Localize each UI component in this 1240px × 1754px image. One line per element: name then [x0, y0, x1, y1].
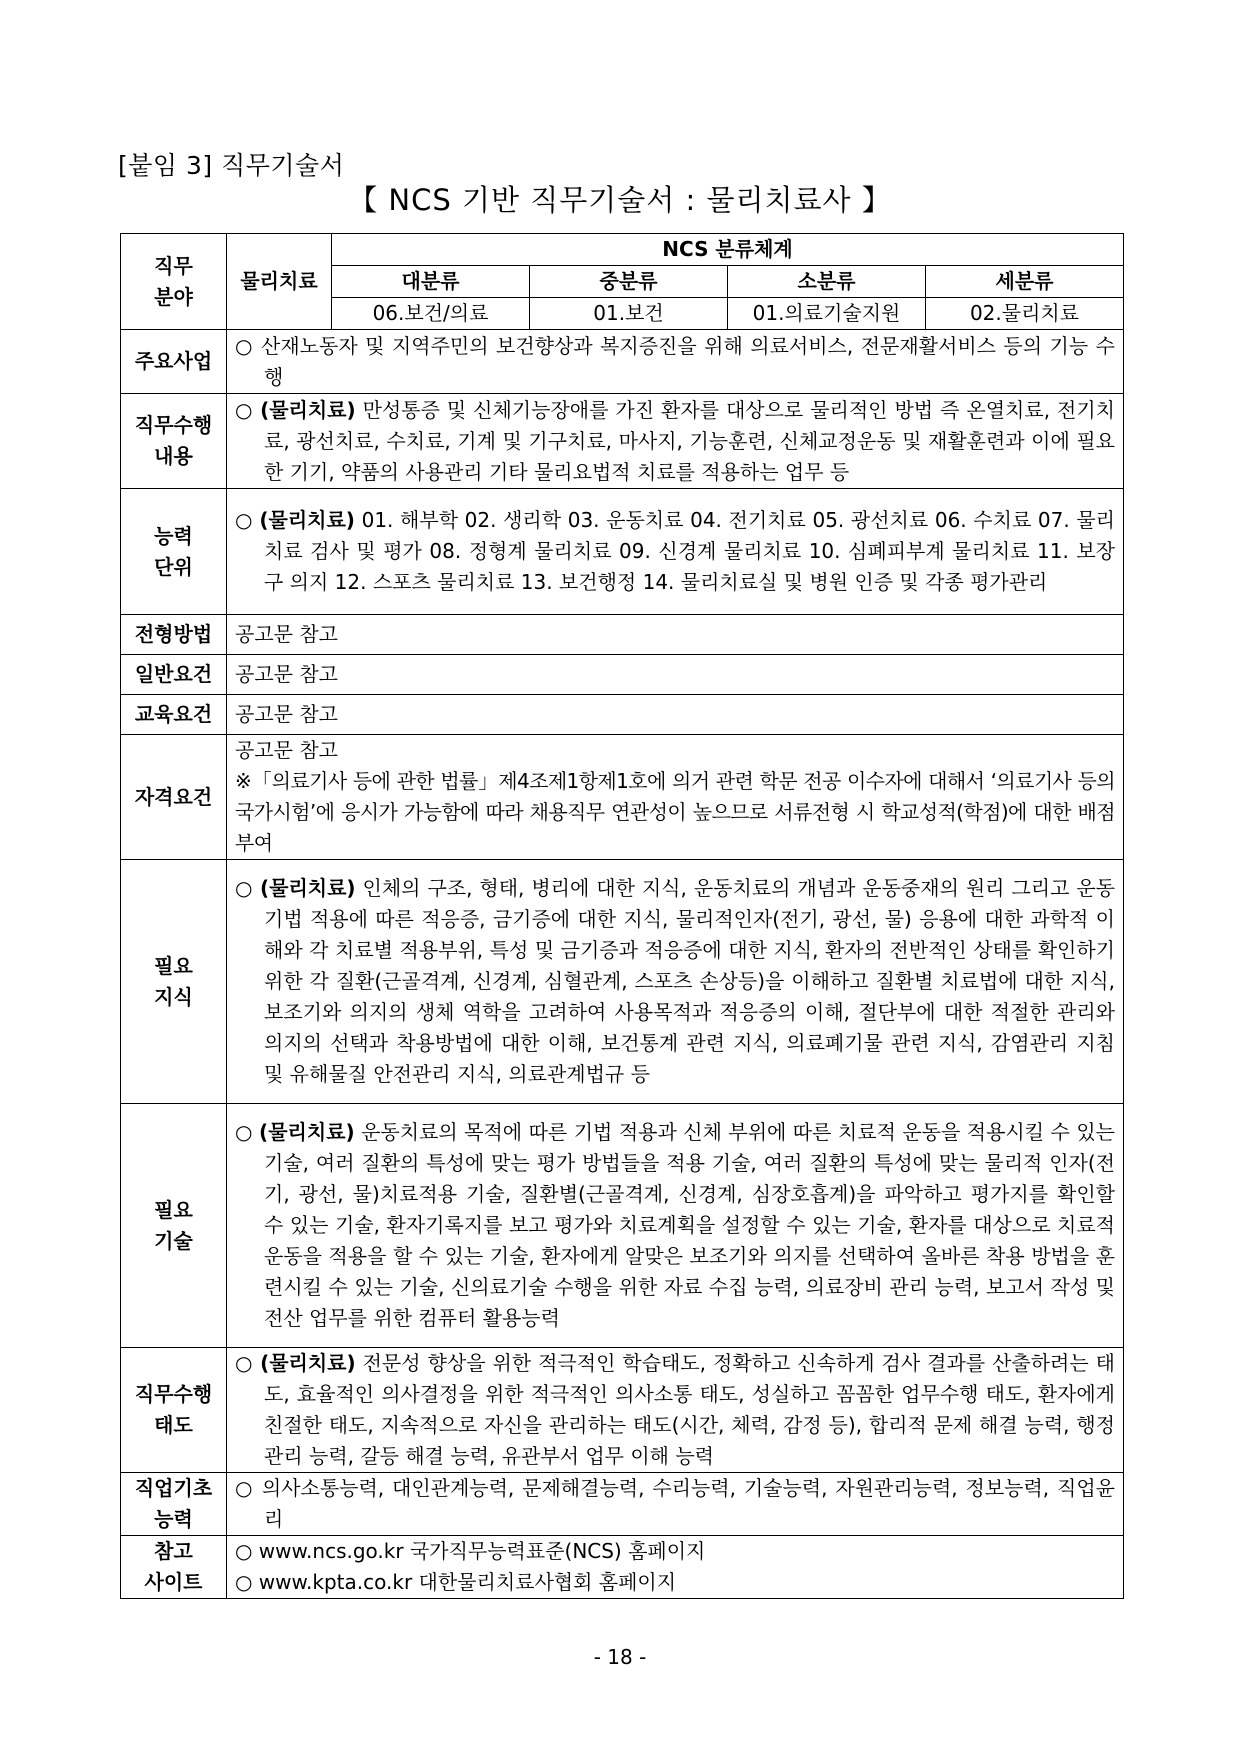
education-req-label: 교육요건 [121, 695, 227, 735]
page-number: - 18 - [593, 1645, 647, 1669]
row-main-business [121, 330, 1124, 394]
row-education-requirements [121, 695, 1124, 735]
general-req-label: 일반요건 [121, 655, 227, 695]
duty-field-value: 물리치료 [227, 234, 332, 330]
row-attitude [121, 1348, 1124, 1473]
qualification-note: ※「의료기사 등에 관한 법률」제4조제1항제1호에 의거 관련 학문 전공 이수자에 대해서 ‘의료기사 등의 국가시험’에 응시가 가능함에 따라 채용직무 연관성이 높으므로 서류전형 시 학교성적(학점)에 대한 배점 부여 [235, 769, 1115, 855]
main-business-label: 주요사업 [121, 330, 227, 394]
duty-content-label: 직무수행 내용 [121, 394, 227, 489]
value-middle: 01.보건 [530, 298, 728, 330]
qualification-line1: 공고문 참고 [235, 738, 338, 762]
row-required-skills [121, 1104, 1124, 1348]
row-reference-sites [121, 1536, 1124, 1599]
row-duty-content [121, 394, 1124, 489]
skills-text: ○ (물리치료) 운동치료의 목적에 따른 기법 적용과 신체 부위에 따른 치료적 운동을 적용시킬 수 있는 기술, 여러 질환의 특성에 맞는 평가 방법들을 적용 기술, 여러 질환의 특성에 맞는 물리적 인자(전기, 광선, 물)치료적용 기술, 질환별(근골격계, 신경계, 심장호흡계)을 파악하고 평가지를 확인할 수 있는 기술, 환자기록지를 보고 평가와 치료계획을 설정할 수 있는 기술, 환자를 대상으로 치료적 운동을 적용을 할 수 있는 기술, 환자에게 알맞은 보조기와 의지를 선택하여 올바른 착용 방법을 훈련시킬 수 있는 기술, 신의료기술 수행을 위한 자료 수집 능력, 의료장비 관리 능력, 보고서 작성 및 전산 업무를 위한 컴퓨터 활용능력 [235, 1120, 1115, 1330]
col-major: 대분류 [332, 266, 530, 298]
skills-label: 필요 기술 [121, 1104, 227, 1348]
knowledge-text: ○ (물리치료) 인체의 구조, 형태, 병리에 대한 지식, 운동치료의 개념과 운동중재의 원리 그리고 운동기법 적용에 따른 적응증, 금기증에 대한 지식, 물리적인자(전기, 광선, 물) 응용에 대한 과학적 이해와 각 치료별 적용부위, 특성 및 금기증과 적응증에 대한 지식, 환자의 전반적인 상태를 확인하기 위한 각 질환(근골격계, 신경계, 심혈관계, 스포츠 손상등)을 이해하고 질환별 치료법에 대한 지식, 보조기와 의지의 생체 역학을 고려하여 사용목적과 적응증의 이해, 절단부에 대한 적절한 관리와 의지의 선택과 착용방법에 대한 이해, 보건통계 관련 지식, 의료폐기물 관련 지식, 감염관리 지침 및 유해물질 안전관리 지식, 의료관계법규 등 [235, 876, 1115, 1086]
reference-label: 참고 사이트 [121, 1536, 227, 1599]
attitude-label: 직무수행 태도 [121, 1348, 227, 1473]
document-title: 【 NCS 기반 직무기술서 : 물리치료사 】 [348, 183, 892, 217]
basic-ability-label: 직업기초 능력 [121, 1473, 227, 1536]
attitude-text: ○ (물리치료) 전문성 향상을 위한 적극적인 학습태도, 정확하고 신속하게 검사 결과를 산출하려는 태도, 효율적인 의사결정을 위한 적극적인 의사소통 태도, 성실하고 꼼꼼한 업무수행 태도, 환자에게 친절한 태도, 지속적으로 자신을 관리하는 태도(시간, 체력, 감정 등), 합리적 문제 해결 능력, 행정관리 능력, 갈등 해결 능력, 유관부서 업무 이해 능력 [235, 1351, 1115, 1468]
qualification-label: 자격요건 [121, 735, 227, 860]
reference-site-ncs: ○ www.ncs.go.kr 국가직무능력표준(NCS) 홈페이지 [235, 1539, 706, 1563]
duty-field-label: 직무 분야 [121, 234, 227, 330]
knowledge-label: 필요 지식 [121, 860, 227, 1104]
duty-content-text: ○ (물리치료) 만성통증 및 신체기능장애를 가진 환자를 대상으로 물리적인 방법 즉 온열치료, 전기치료, 광선치료, 수치료, 기계 및 기구치료, 마사지, 기능훈련, 신체교정운동 및 재활훈련과 이에 필요한 기기, 약품의 사용관리 기타 물리요법적 치료를 적용하는 업무 등 [235, 397, 1115, 484]
main-business-text: ○ 산재노동자 및 지역주민의 보건향상과 복지증진을 위해 의료서비스, 전문재활서비스 등의 기능 수행 [235, 333, 1115, 389]
col-minor: 소분류 [728, 266, 926, 298]
basic-ability-text: ○ 의사소통능력, 대인관계능력, 문제해결능력, 수리능력, 기술능력, 자원관리능력, 정보능력, 직업윤리 [235, 1476, 1115, 1531]
selection-label: 전형방법 [121, 615, 227, 655]
ability-units-label: 능력 단위 [121, 489, 227, 615]
general-req-text: 공고문 참고 [227, 655, 1124, 695]
value-detail: 02.물리치료 [926, 298, 1124, 330]
value-minor: 01.의료기술지원 [728, 298, 926, 330]
row-basic-ability [121, 1473, 1124, 1536]
ability-units-text: ○ (물리치료) 01. 해부학 02. 생리학 03. 운동치료 04. 전기치료 05. 광선치료 06. 수치료 07. 물리치료 검사 및 평가 08. 정형계 물리치료 09. 신경계 물리치료 10. 심폐피부계 물리치료 11. 보장구 의지 12. 스포츠 물리치료 13. 보건행정 14. 물리치료실 및 병원 인증 및 각종 평가관리 [235, 508, 1115, 594]
classification-header-row [121, 234, 1124, 266]
education-req-text: 공고문 참고 [227, 695, 1124, 735]
selection-text: 공고문 참고 [227, 615, 1124, 655]
row-ability-units [121, 489, 1124, 615]
col-detail: 세분류 [926, 266, 1124, 298]
row-qualification [121, 735, 1124, 860]
job-description-table [120, 233, 1124, 1599]
reference-site-kpta: ○ www.kpta.co.kr 대한물리치료사협회 홈페이지 [235, 1570, 677, 1594]
ncs-system-header: NCS 분류체계 [332, 234, 1124, 266]
value-major: 06.보건/의료 [332, 298, 530, 330]
col-middle: 중분류 [530, 266, 728, 298]
row-required-knowledge [121, 860, 1124, 1104]
row-general-requirements [121, 655, 1124, 695]
row-selection [121, 615, 1124, 655]
attachment-label: [붙임 3] 직무기술서 [118, 151, 345, 180]
